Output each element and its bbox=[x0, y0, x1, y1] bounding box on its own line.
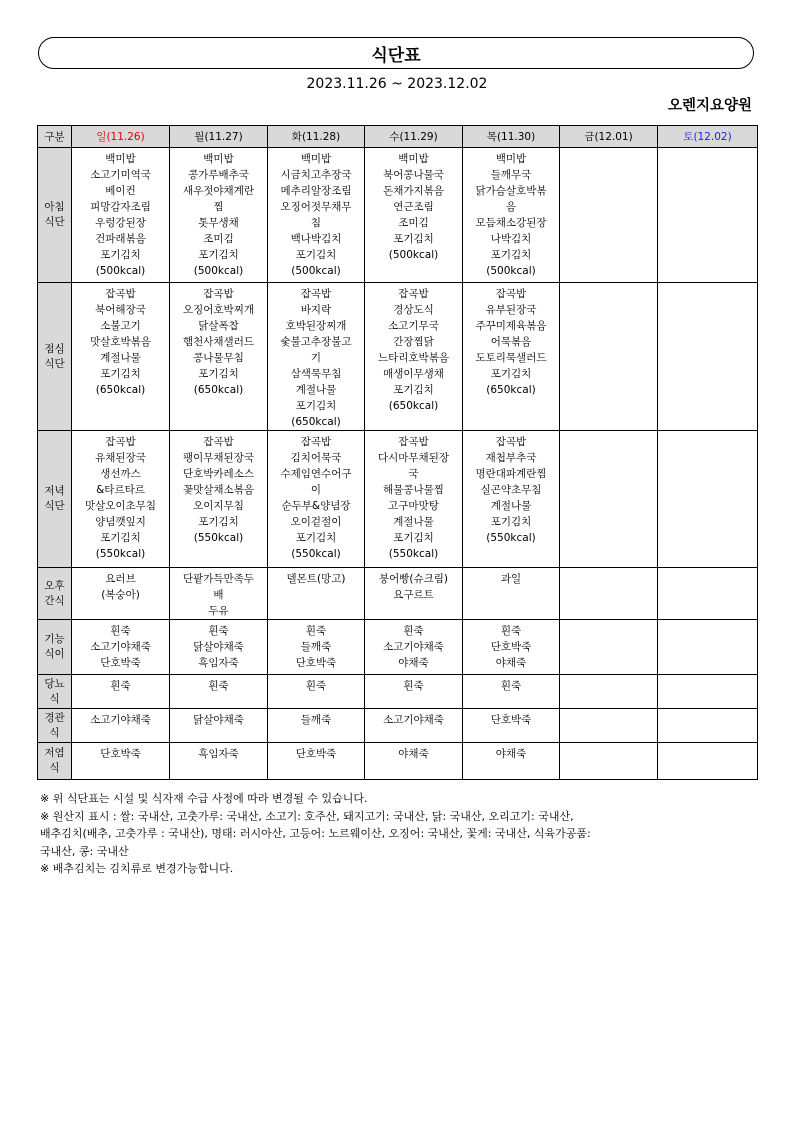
menu-item: 야채죽 bbox=[495, 657, 527, 669]
menu-item: 팽이무채된장국 bbox=[182, 452, 254, 464]
header-day-mon: 월(11.27) bbox=[170, 126, 268, 148]
row-label bbox=[38, 148, 72, 283]
menu-item: 호박된장찌개 bbox=[285, 320, 347, 332]
menu-item: 잡곡밥 bbox=[203, 288, 234, 300]
menu-item: 잡곡밥 bbox=[105, 436, 136, 448]
menu-cell bbox=[72, 743, 170, 780]
menu-item: 햄천사채샐러드 bbox=[182, 336, 254, 348]
menu-item: 생선까스 bbox=[100, 468, 141, 480]
menu-item: (550kcal) bbox=[193, 532, 244, 544]
menu-item: 단호박죽 bbox=[490, 641, 532, 653]
menu-item: 톳무생채 bbox=[198, 217, 239, 229]
menu-item: 잡곡밥 bbox=[300, 436, 332, 448]
menu-cell bbox=[365, 568, 463, 620]
menu-item: (550kcal) bbox=[291, 548, 341, 560]
row-label-line: 저녁 bbox=[44, 485, 65, 497]
menu-item: 흰죽 bbox=[305, 625, 327, 637]
menu-cell bbox=[72, 283, 170, 431]
menu-item: 포기김치 bbox=[393, 532, 434, 544]
row-label-line: 점심 bbox=[44, 342, 65, 355]
menu-item: 흰죽 bbox=[403, 680, 424, 692]
menu-item: 백미밥 bbox=[398, 153, 429, 165]
menu-item: 베이컨 bbox=[105, 185, 136, 197]
menu-item: (500kcal) bbox=[95, 265, 146, 277]
menu-row bbox=[38, 283, 758, 431]
menu-item: 포기김치 bbox=[393, 233, 434, 245]
row-label-line: 식 bbox=[49, 692, 60, 705]
menu-cell bbox=[560, 431, 658, 568]
menu-item: 오이지무침 bbox=[193, 500, 244, 512]
menu-cell bbox=[72, 431, 170, 568]
menu-item: 꽃맛살채소볶음 bbox=[182, 484, 254, 496]
menu-item: 숯불고추장불고 bbox=[280, 336, 352, 348]
menu-item: 포기김치 bbox=[198, 516, 239, 528]
menu-item: 계절나물 bbox=[295, 384, 337, 396]
menu-item: (500kcal) bbox=[291, 265, 341, 277]
menu-item: (500kcal) bbox=[486, 265, 536, 277]
menu-item: 조미김 bbox=[398, 217, 429, 229]
menu-item: 잡곡밥 bbox=[203, 436, 234, 448]
menu-item: 흰죽 bbox=[403, 625, 424, 637]
menu-cell bbox=[658, 148, 758, 283]
menu-item: 삼색묵무침 bbox=[290, 368, 342, 380]
note-line: ※ 위 식단표는 시설 및 식자재 수급 사정에 따라 변경될 수 있습니다. bbox=[40, 792, 368, 805]
menu-item: 실곤약초무침 bbox=[480, 484, 542, 496]
menu-row bbox=[38, 431, 758, 568]
menu-cell bbox=[463, 148, 560, 283]
menu-cell bbox=[268, 675, 365, 709]
menu-item: 흰죽 bbox=[110, 625, 131, 637]
menu-cell bbox=[463, 620, 560, 675]
menu-item: 단호박죽 bbox=[295, 748, 337, 760]
menu-cell bbox=[365, 620, 463, 675]
menu-item: (650kcal) bbox=[291, 416, 341, 428]
menu-item: (650kcal) bbox=[193, 384, 244, 396]
menu-item: 흰죽 bbox=[305, 680, 327, 692]
menu-row bbox=[38, 709, 758, 743]
menu-item: 잡곡밥 bbox=[398, 288, 429, 300]
menu-cell bbox=[268, 568, 365, 620]
menu-cell bbox=[463, 283, 560, 431]
menu-item: (550kcal) bbox=[388, 548, 439, 560]
menu-cell bbox=[365, 709, 463, 743]
menu-title-box bbox=[38, 37, 754, 69]
menu-item: 닭가슴살호박볶 bbox=[475, 185, 547, 197]
note-line: 배추김치(배추, 고춧가루 : 국내산), 명태: 러시아산, 고등어: 노르웨이산, 오징어: 국내산, 꽃게: 국내산, 식육가공품: bbox=[40, 827, 591, 840]
menu-item: 연근조림 bbox=[393, 201, 434, 213]
menu-cell bbox=[365, 148, 463, 283]
menu-item: 포기김치 bbox=[100, 368, 141, 380]
menu-cell bbox=[365, 283, 463, 431]
menu-item: 닭살야채죽 bbox=[193, 714, 244, 726]
note-line: ※ 원산지 표시 : 쌀: 국내산, 고춧가루: 국내산, 소고기: 호주산, 돼지고기: 국내산, 닭: 국내산, 오리고기: 국내산, bbox=[40, 809, 574, 823]
row-label bbox=[38, 709, 72, 743]
menu-cell bbox=[658, 709, 758, 743]
menu-item: 건파래볶음 bbox=[95, 233, 146, 245]
header-day-sat: 토(12.02) bbox=[658, 126, 758, 148]
menu-item: 포기김치 bbox=[198, 249, 239, 261]
menu-item: 백나박김치 bbox=[290, 233, 342, 245]
menu-cell bbox=[560, 709, 658, 743]
row-label bbox=[38, 620, 72, 675]
menu-row bbox=[38, 620, 758, 675]
menu-item: 오징어호박찌개 bbox=[182, 304, 254, 316]
menu-item: 단호박죽 bbox=[295, 657, 337, 669]
menu-item: 잡곡밥 bbox=[300, 288, 332, 300]
menu-item: 잡곡밥 bbox=[105, 288, 136, 300]
menu-cell bbox=[658, 743, 758, 780]
weekly-menu-table bbox=[37, 125, 758, 780]
menu-item: 백미밥 bbox=[203, 153, 234, 165]
facility-name: 오렌지요양원 bbox=[667, 98, 752, 114]
menu-item: 조미김 bbox=[203, 233, 234, 245]
menu-item: 흑임자죽 bbox=[198, 657, 239, 669]
header-day-sun: 일(11.26) bbox=[72, 126, 170, 148]
menu-item: 단호박카레소스 bbox=[182, 468, 254, 480]
menu-item: 오이겉절이 bbox=[290, 516, 342, 528]
menu-item: 흰죽 bbox=[500, 625, 522, 637]
menu-item: 유채된장국 bbox=[95, 452, 146, 464]
menu-cell bbox=[365, 675, 463, 709]
menu-cell bbox=[560, 568, 658, 620]
menu-cell bbox=[463, 431, 560, 568]
menu-item: 포기김치 bbox=[490, 516, 532, 528]
menu-item: 수제임연수어구 bbox=[280, 468, 352, 480]
menu-cell bbox=[658, 620, 758, 675]
header-day-fri: 금(12.01) bbox=[560, 126, 658, 148]
row-label-line: 식단 bbox=[44, 500, 65, 512]
menu-item: (500kcal) bbox=[388, 249, 439, 261]
menu-item: 새우젓야채계란 bbox=[182, 185, 254, 197]
menu-cell bbox=[268, 743, 365, 780]
menu-cell bbox=[72, 568, 170, 620]
menu-item: 소고기야채죽 bbox=[90, 714, 151, 726]
menu-cell bbox=[72, 675, 170, 709]
menu-item: 야채죽 bbox=[398, 657, 429, 669]
menu-cell bbox=[658, 568, 758, 620]
menu-item: 요러브 bbox=[105, 573, 136, 585]
menu-item: 포기김치 bbox=[100, 532, 141, 544]
header-day-thu: 목(11.30) bbox=[463, 126, 560, 148]
menu-cell bbox=[72, 148, 170, 283]
menu-cell bbox=[170, 568, 268, 620]
menu-item: 들깨무국 bbox=[490, 169, 532, 181]
menu-item: 우렁강된장 bbox=[95, 217, 146, 229]
menu-cell bbox=[658, 431, 758, 568]
menu-cell bbox=[170, 620, 268, 675]
menu-cell bbox=[170, 675, 268, 709]
menu-item: 포기김치 bbox=[490, 368, 532, 380]
menu-item: 바지락 bbox=[300, 304, 332, 316]
menu-item: 단호박죽 bbox=[100, 657, 141, 669]
menu-cell bbox=[170, 148, 268, 283]
header-day-tue: 화(11.28) bbox=[268, 126, 365, 148]
menu-cell bbox=[268, 431, 365, 568]
menu-item: 들깨죽 bbox=[300, 714, 332, 726]
menu-cell bbox=[463, 675, 560, 709]
menu-item: 소고기미역국 bbox=[90, 169, 151, 181]
menu-cell bbox=[268, 283, 365, 431]
menu-item: 단팥가득만족두 bbox=[182, 573, 254, 585]
menu-item: 흰죽 bbox=[208, 680, 229, 692]
menu-item: 계절나물 bbox=[100, 352, 141, 364]
menu-item: 흑임자죽 bbox=[198, 748, 239, 760]
menu-period: 2023.11.26 ~ 2023.12.02 bbox=[306, 76, 488, 92]
menu-item: 콩나물무침 bbox=[193, 352, 244, 364]
menu-item: 북어콩나물국 bbox=[383, 169, 444, 181]
menu-item: 포기김치 bbox=[100, 249, 141, 261]
menu-item: 도토리묵샐러드 bbox=[475, 352, 547, 364]
note-line: 국내산, 콩: 국내산 bbox=[40, 844, 129, 858]
menu-item: 주꾸미제육볶음 bbox=[475, 320, 547, 332]
row-label bbox=[38, 568, 72, 620]
header-category: 구분 bbox=[38, 126, 72, 148]
menu-item: 김치어묵국 bbox=[290, 452, 342, 464]
menu-item: 피망감자조림 bbox=[90, 201, 151, 213]
menu-item: (650kcal) bbox=[95, 384, 146, 396]
menu-item: 오징어젓무채무 bbox=[280, 201, 352, 213]
menu-cell bbox=[365, 431, 463, 568]
menu-item: 모듬채소강된장 bbox=[475, 217, 547, 229]
menu-item: &타르타르 bbox=[96, 484, 145, 496]
menu-cell bbox=[560, 675, 658, 709]
menu-item: 단호박죽 bbox=[100, 748, 141, 760]
menu-item: 들깨죽 bbox=[300, 641, 332, 653]
menu-item: 느타리호박볶음 bbox=[377, 352, 449, 364]
menu-item: 침 bbox=[310, 217, 322, 229]
menu-item: 양념깻잎지 bbox=[95, 516, 146, 528]
menu-item: 야채죽 bbox=[495, 748, 527, 760]
menu-cell bbox=[560, 620, 658, 675]
menu-item: 콩가루배추국 bbox=[188, 169, 249, 181]
menu-item: (650kcal) bbox=[388, 400, 439, 412]
row-label-line: 식 bbox=[49, 726, 60, 739]
menu-cell bbox=[658, 675, 758, 709]
menu-item: (550kcal) bbox=[95, 548, 146, 560]
menu-item: 명란대파계란찜 bbox=[475, 468, 547, 480]
menu-cell bbox=[170, 431, 268, 568]
menu-item: 고구마맛탕 bbox=[388, 500, 439, 512]
menu-item: 경상도식 bbox=[393, 304, 434, 316]
note-line: ※ 배추김치는 김치류로 변경가능합니다. bbox=[40, 862, 234, 875]
row-label-line: 식이 bbox=[44, 648, 65, 660]
row-label bbox=[38, 283, 72, 431]
menu-item: 흰죽 bbox=[208, 625, 229, 637]
menu-cell bbox=[170, 283, 268, 431]
menu-item: 포기김치 bbox=[295, 249, 337, 261]
row-label bbox=[38, 431, 72, 568]
menu-cell bbox=[170, 743, 268, 780]
menu-item: 잡곡밥 bbox=[495, 436, 527, 448]
menu-cell bbox=[72, 709, 170, 743]
menu-cell bbox=[268, 148, 365, 283]
menu-item: 시금치고추장국 bbox=[280, 169, 352, 181]
row-label-line: 경관 bbox=[44, 711, 65, 724]
menu-item: 음 bbox=[505, 201, 517, 213]
menu-item: 백미밥 bbox=[300, 153, 332, 165]
menu-cell bbox=[268, 620, 365, 675]
menu-item: 단호박죽 bbox=[490, 714, 532, 726]
row-label-line: 아침 bbox=[44, 201, 65, 213]
menu-cell bbox=[268, 709, 365, 743]
row-label-line: 식단 bbox=[44, 357, 65, 370]
menu-item: 어묵볶음 bbox=[490, 336, 532, 348]
menu-row bbox=[38, 743, 758, 780]
menu-item: (650kcal) bbox=[486, 384, 536, 396]
row-label-line: 간식 bbox=[44, 594, 65, 607]
menu-item: 야채죽 bbox=[398, 748, 429, 760]
menu-item: 해물콩나물찜 bbox=[383, 484, 444, 496]
menu-item: 소불고기 bbox=[100, 320, 141, 332]
menu-item: 흰죽 bbox=[500, 680, 522, 692]
menu-item: 이 bbox=[310, 484, 322, 496]
menu-cell bbox=[463, 709, 560, 743]
menu-item: 소고기야채죽 bbox=[383, 641, 444, 653]
header-day-wed: 수(11.29) bbox=[365, 126, 463, 148]
menu-item: 잡곡밥 bbox=[398, 436, 429, 448]
menu-item: 포기김치 bbox=[198, 368, 239, 380]
menu-item: 델몬트(망고) bbox=[286, 573, 346, 585]
row-label-line: 저염 bbox=[44, 747, 65, 759]
row-label bbox=[38, 743, 72, 780]
menu-item: 닭살폭찹 bbox=[198, 320, 239, 332]
menu-row bbox=[38, 568, 758, 620]
menu-item: (500kcal) bbox=[193, 265, 244, 277]
menu-item: 맛살호박볶음 bbox=[90, 336, 151, 348]
menu-item: 소고기야채죽 bbox=[383, 714, 444, 726]
menu-item: 기 bbox=[310, 352, 322, 364]
menu-item: 포기김치 bbox=[295, 532, 337, 544]
menu-item: 포기김치 bbox=[295, 400, 337, 412]
menu-cell bbox=[170, 709, 268, 743]
menu-item: 포기김치 bbox=[393, 384, 434, 396]
row-label-line: 당뇨 bbox=[44, 677, 65, 690]
row-label-line: 오후 bbox=[44, 579, 65, 592]
menu-item: (550kcal) bbox=[486, 532, 536, 544]
menu-item: 맛살오이초무침 bbox=[84, 500, 156, 512]
menu-cell bbox=[560, 743, 658, 780]
notes bbox=[40, 790, 760, 878]
menu-item: 나박김치 bbox=[490, 233, 532, 245]
menu-cell bbox=[463, 743, 560, 780]
menu-item: 계절나물 bbox=[490, 500, 532, 512]
page-title: 식단표 bbox=[371, 45, 421, 66]
menu-item: (복숭아) bbox=[101, 589, 140, 601]
menu-cell bbox=[72, 620, 170, 675]
row-label-line: 식단 bbox=[44, 216, 65, 228]
menu-item: 백미밥 bbox=[495, 153, 527, 165]
menu-item: 닭살야채죽 bbox=[193, 641, 244, 653]
menu-item: 국 bbox=[408, 468, 419, 480]
menu-item: 백미밥 bbox=[105, 153, 136, 165]
menu-cell bbox=[658, 283, 758, 431]
menu-row bbox=[38, 148, 758, 283]
menu-item: 찜 bbox=[213, 201, 224, 213]
menu-item: 소고기무국 bbox=[388, 320, 439, 332]
menu-row bbox=[38, 675, 758, 709]
menu-item: 소고기야채죽 bbox=[90, 641, 151, 653]
menu-item: 간장찜닭 bbox=[393, 336, 434, 348]
menu-item: 돈채가지볶음 bbox=[383, 185, 444, 197]
menu-item: 배 bbox=[213, 589, 224, 601]
menu-item: 재첩부추국 bbox=[485, 452, 537, 464]
menu-item: 메추리알장조림 bbox=[280, 185, 352, 197]
menu-item: 흰죽 bbox=[110, 680, 131, 692]
menu-item: 유부된장국 bbox=[485, 304, 537, 316]
menu-item: 다시마무채된장 bbox=[377, 452, 449, 464]
menu-item: 과일 bbox=[500, 573, 522, 585]
row-label-line: 기능 bbox=[44, 633, 65, 645]
menu-item: 계절나물 bbox=[393, 516, 434, 528]
menu-item: 포기김치 bbox=[490, 249, 532, 261]
menu-cell bbox=[560, 283, 658, 431]
menu-item: 붕어빵(슈크림) bbox=[378, 573, 449, 585]
row-label-line: 식 bbox=[49, 762, 60, 774]
menu-item: 북어해장국 bbox=[95, 304, 146, 316]
row-label bbox=[38, 675, 72, 709]
menu-item: 요구르트 bbox=[393, 589, 434, 601]
menu-item: 매생이무생채 bbox=[383, 368, 444, 380]
menu-item: 잡곡밥 bbox=[495, 288, 527, 300]
menu-item: 두유 bbox=[208, 605, 229, 617]
menu-cell bbox=[463, 568, 560, 620]
menu-cell bbox=[365, 743, 463, 780]
menu-cell bbox=[560, 148, 658, 283]
header-row bbox=[38, 126, 758, 148]
menu-item: 순두부&양념장 bbox=[281, 500, 351, 512]
